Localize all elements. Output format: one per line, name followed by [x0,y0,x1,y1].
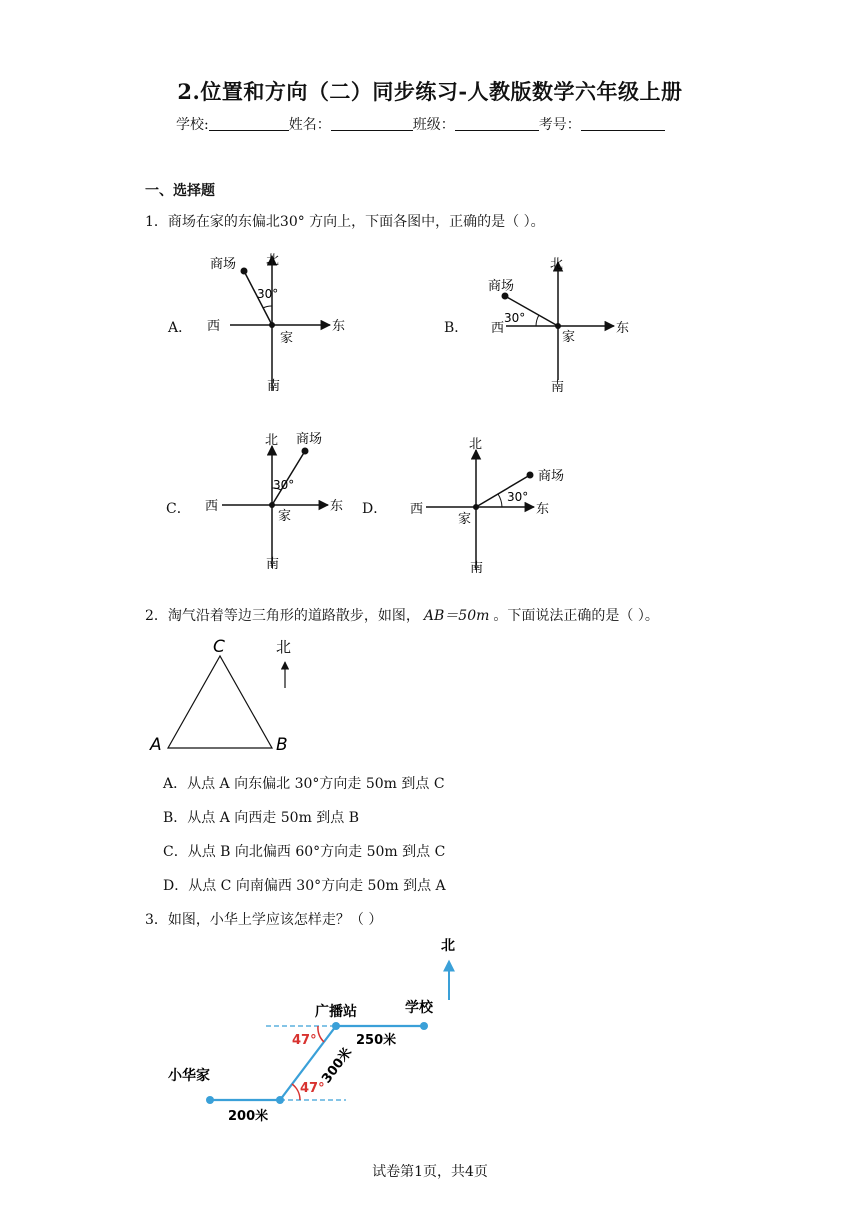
angle-label: 30° [507,490,529,504]
question-3-text: 3．如图，小华上学应该怎样走？（ ） [145,912,383,928]
east-label: 东 [616,321,630,336]
west-label: 西 [207,319,221,334]
question-1-text: 1．商场在家的东偏北30° 方向上，下面各图中，正确的是（ ）。 [145,214,545,230]
q1-diagram-c [188,426,358,576]
east-label: 东 [332,319,346,334]
q2-option-b[interactable]: B．从点 A 向西走 50m 到点 B [163,810,360,826]
mall-label: 商场 [296,432,323,447]
vertex-c-label: C [213,637,225,657]
q2-text-start: 2．淘气沿着等边三角形的道路散步，如图， [145,608,420,624]
q1-diagram-d [406,430,586,578]
q1-diagram-a [190,246,360,396]
q1-diagram-b [476,248,646,398]
angle-lower-label: 47° [300,1081,325,1096]
q1-option-c-label: C． [166,501,191,517]
angle-upper-label: 47° [292,1033,317,1048]
exam-no-label: 考号： [538,117,581,133]
north-label: 北 [265,433,279,448]
home-label: 家 [458,512,472,527]
section-heading: 一、选择题 [145,183,215,199]
station-label: 广播站 [315,1004,357,1020]
west-label: 西 [491,321,505,336]
south-label: 南 [267,379,281,394]
q1-option-a-label: A． [168,320,193,336]
station-point [332,1022,340,1030]
q2-option-c[interactable]: C．从点 B 向北偏西 60°方向走 50m 到点 C [163,844,446,860]
north-label: 北 [469,437,483,452]
school-label: 学校: [176,117,209,133]
north-label: 北 [550,257,564,272]
north-label: 北 [266,253,280,268]
home-label: 家 [280,331,294,346]
south-label: 南 [551,380,565,395]
school-blank[interactable] [209,116,289,131]
home-label: 小华家 [168,1068,210,1084]
distance-300-label: 300米 [319,1045,356,1087]
home-point [206,1096,214,1104]
student-info-line [176,114,665,134]
vertex-b-label: B [276,735,288,755]
mall-label: 商场 [538,469,565,484]
class-blank[interactable] [455,116,539,131]
mall-label: 商场 [210,257,237,272]
q2-text-end: 。下面说法正确的是（ ）。 [493,608,659,624]
q2-triangle-diagram [144,632,314,757]
south-label: 南 [470,561,484,576]
vertex-a-label: A [150,735,162,755]
name-label: 姓名： [288,117,331,133]
name-blank[interactable] [331,116,413,131]
page-footer: 试卷第1页，共4页 [372,1164,488,1180]
home-label: 家 [562,330,576,345]
south-label: 南 [266,557,280,572]
west-label: 西 [205,499,219,514]
turn-point [276,1096,284,1104]
q2-option-a[interactable]: A．从点 A 向东偏北 30°方向走 50m 到点 C [163,776,445,792]
home-label: 家 [278,509,292,524]
east-label: 东 [330,499,344,514]
q2-formula: AB＝50m [423,608,490,624]
exam-no-blank[interactable] [581,116,665,131]
q3-route-diagram [160,930,480,1130]
angle-label: 30° [273,478,295,492]
north-label: 北 [276,638,292,656]
school-label: 学校 [405,1000,433,1016]
east-label: 东 [536,502,550,517]
angle-label: 30° [504,311,526,325]
mall-label: 商场 [488,279,515,294]
angle-label: 30° [257,287,279,301]
class-label: 班级： [412,117,455,133]
question-2-text [145,605,659,625]
west-label: 西 [410,502,424,517]
q1-option-d-label: D． [362,501,388,517]
north-label: 北 [441,938,455,954]
q1-option-b-label: B． [444,320,469,336]
distance-200-label: 200米 [228,1109,269,1124]
distance-250-label: 250米 [356,1033,397,1048]
page-title: 2.位置和方向（二）同步练习-人教版数学六年级上册 [177,79,683,104]
school-point [420,1022,428,1030]
q2-option-d[interactable]: D．从点 C 向南偏西 30°方向走 50m 到点 A [163,878,446,894]
